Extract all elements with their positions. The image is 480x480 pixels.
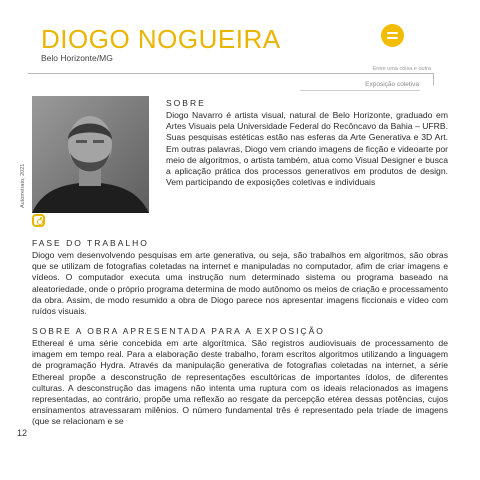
section-tag: Exposição coletiva bbox=[365, 81, 419, 88]
section-rule bbox=[300, 90, 420, 91]
sobre-text: Diogo Navarro é artista visual, natural de Belo Horizonte, graduado em Artes Visuais pela Universidade Federal do Recôncavo da Bahia – UFRB. Suas pesquisas estéticas estão nas esferas da Arte Generativa e 3D Art. Em outras palavras, Diogo vem criando imagens de ficção e videoarte por meio de algoritmos, o artista também, atua como Visual Designer e busca a aplicação prática dos processos generativos em produtos de design. Vem participando de exposições coletivas e individuais bbox=[166, 110, 448, 188]
sobre-heading: SOBRE bbox=[166, 98, 206, 108]
instagram-icon[interactable] bbox=[32, 214, 45, 227]
fase-heading: FASE DO TRABALHO bbox=[32, 238, 149, 248]
logo-icon bbox=[381, 24, 404, 47]
header-rule bbox=[28, 73, 434, 74]
obra-text: Ethereal é uma série concebida em arte algorítmica. São registros audiovisuais de processamento de imagem em tempo real. Para a elaboração deste trabalho, foram escritos algoritmos utilizando a linguagem de programação Hydra. Através da manipulação generativa de fotografias coletadas na internet, a série Ethereal propõe a desconstrução de representações escultóricas de importantes ídolos, de diferentes culturas. A desconstrução das imagens não intenta uma ruptura com os ideais relacionados as imagens representadas, ao contrário, propõe uma reflexão ao resgate da percepção etérea dessas potências, cujos ensinamentos atravessaram milênios. O número fundamental três é representado pela tríade de imagens (que se relacionam e se bbox=[32, 338, 448, 427]
artist-city: Belo Horizonte/MG bbox=[41, 53, 113, 63]
exhibition-title-tag: Entre uma coisa e outra bbox=[372, 66, 431, 72]
fase-text: Diogo vem desenvolvendo pesquisas em arte generativa, ou seja, são trabalhos em algoritmos, são obras que se utilizam de fotografias coletadas na internet e manipuladas no computador, afim de criar imagens e vídeos. O computador executa uma instrução num determinado sistema ou programa baseado na aleatoriedade, onde o próprio programa determina de modo autônomo os meios de criação e processamento da obra. Assim, de modo resumido a obra de Diogo parece nos apresentar imagens ficcionais e vídeo com ruídos visuais. bbox=[32, 250, 448, 317]
page-number: 12 bbox=[17, 428, 28, 438]
photo-credit: Autorretrato, 2021 bbox=[20, 163, 26, 208]
artist-photo bbox=[32, 96, 149, 213]
header-rule-end bbox=[433, 73, 434, 85]
artist-name: DIOGO NOGUEIRA bbox=[41, 24, 281, 54]
obra-heading: SOBRE A OBRA APRESENTADA PARA A EXPOSIÇÃO bbox=[32, 326, 325, 336]
